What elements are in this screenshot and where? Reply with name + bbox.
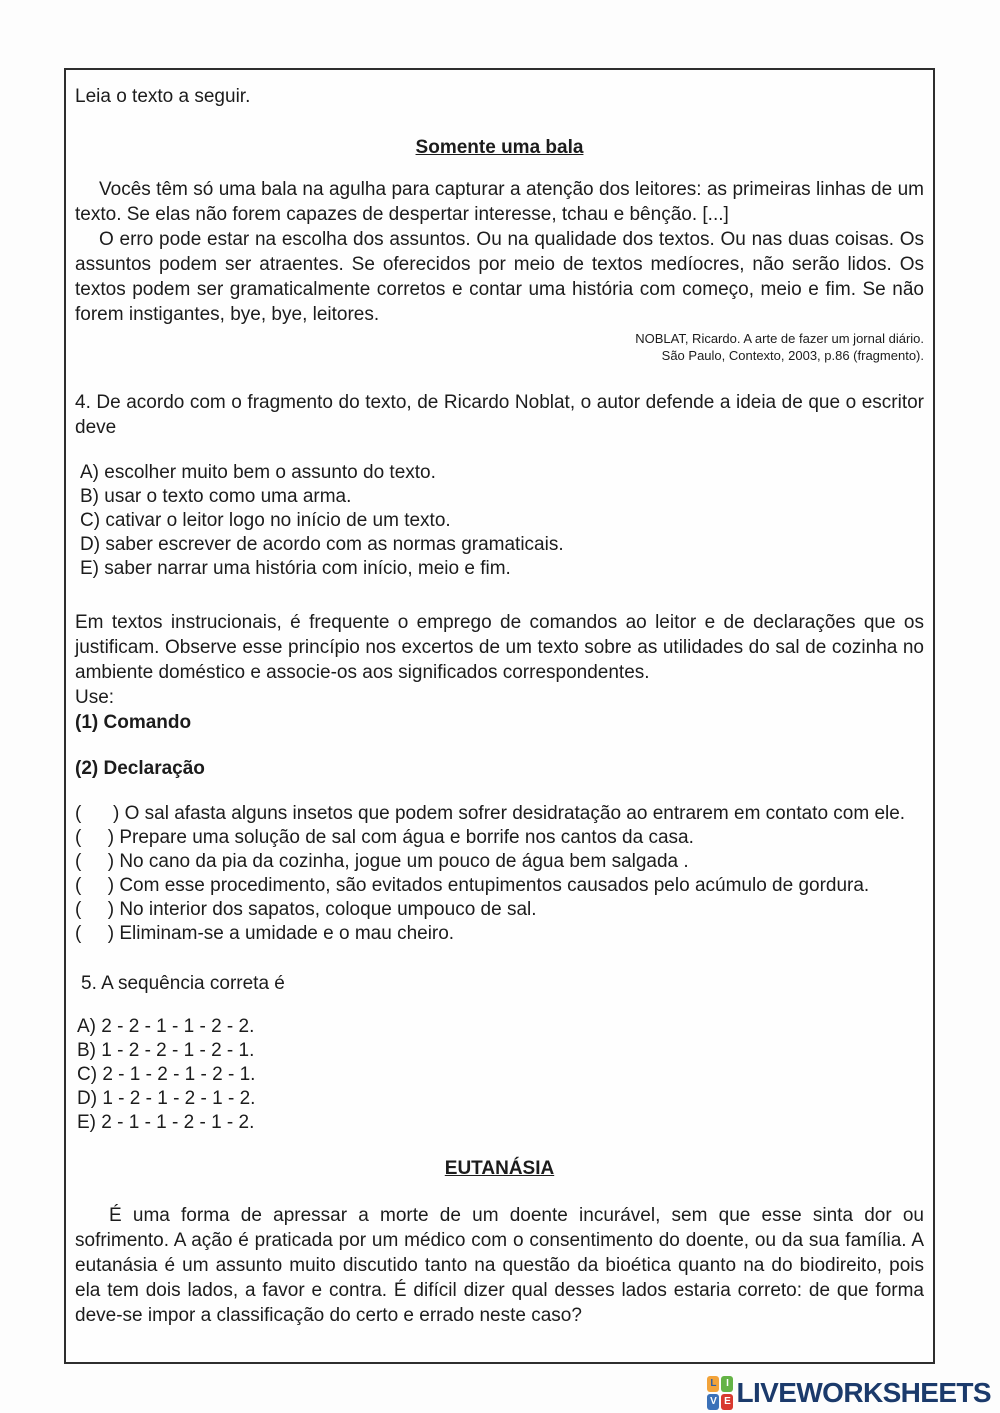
question5-stem: 5. A sequência correta é — [81, 973, 285, 994]
citation-line: NOBLAT, Ricardo. A arte de fazer um jornal diário. — [635, 331, 924, 346]
logo-letter-v: V — [707, 1394, 719, 1410]
question5-option-a[interactable]: A) 2 - 2 - 1 - 1 - 2 - 2. — [77, 1016, 255, 1037]
matching-key-declaracao: (2) Declaração — [75, 758, 205, 779]
question4-option-d[interactable]: D) saber escrever de acordo com as normas gramaticais. — [80, 534, 564, 555]
question4-option-e[interactable]: E) saber narrar uma história com início, meio e fim. — [80, 558, 511, 579]
liveworksheets-wordmark: LIVEWORKSHEETS — [736, 1377, 991, 1408]
reading-paragraph: O erro pode estar na escolha dos assuntos. Ou na qualidade dos textos. Ou nas duas coisas. Os assuntos podem ser atraentes. Se oferecidos por meio de textos medíocres, não serão lidos. Os textos podem ser gramaticalmente corretos e contar uma história com começo, meio e fim. Se não forem instigantes, bye, bye, leitores. — [75, 229, 924, 325]
matching-item-3[interactable]: ( ) No cano da pia da cozinha, jogue um pouco de água bem salgada . — [75, 851, 689, 872]
matching-item-4[interactable]: ( ) Com esse procedimento, são evitados entupimentos causados pelo acúmulo de gordura. — [75, 875, 870, 896]
question4-option-a[interactable]: A) escolher muito bem o assunto do texto. — [80, 462, 436, 483]
liveworksheets-logo-icon — [707, 1376, 733, 1410]
question4-options — [75, 461, 924, 581]
reading-instruction: Leia o texto a seguir. — [75, 86, 251, 107]
matching-item-5[interactable]: ( ) No interior dos sapatos, coloque umpouco de sal. — [75, 899, 537, 920]
logo-letter-i: I — [721, 1376, 733, 1392]
reading-title: Somente uma bala — [415, 137, 584, 158]
matching-use-label: Use: — [75, 687, 115, 708]
worksheet-page — [64, 68, 935, 1364]
liveworksheets-logo[interactable] — [707, 1376, 991, 1410]
eutanasia-title: EUTANÁSIA — [444, 1158, 555, 1179]
question5-option-b[interactable]: B) 1 - 2 - 2 - 1 - 2 - 1. — [77, 1040, 255, 1061]
question4-option-c[interactable]: C) cativar o leitor logo no início de um texto. — [80, 510, 451, 531]
question4-stem: 4. De acordo com o fragmento do texto, de Ricardo Noblat, o autor defende a ideia de que o escritor deve — [75, 392, 924, 438]
question4-option-b[interactable]: B) usar o texto como uma arma. — [80, 486, 352, 507]
question5-option-c[interactable]: C) 2 - 1 - 2 - 1 - 2 - 1. — [77, 1064, 256, 1085]
matching-intro: Em textos instrucionais, é frequente o emprego de comandos ao leitor e de declarações que os justificam. Observe esse princípio nos excertos de um texto sobre as utilidades do sal de cozinha no ambiente doméstico e associe-os aos significados correspondentes. — [75, 612, 924, 683]
citation-line: São Paulo, Contexto, 2003, p.86 (fragmento). — [661, 348, 924, 363]
question5-options — [75, 1015, 924, 1135]
matching-item-6[interactable]: ( ) Eliminam-se a umidade e o mau cheiro. — [75, 923, 455, 944]
matching-items — [75, 802, 924, 946]
matching-item-2[interactable]: ( ) Prepare uma solução de sal com água e borrife nos cantos da casa. — [75, 827, 694, 848]
eutanasia-paragraph: É uma forma de apressar a morte de um doente incurável, sem que esse sinta dor ou sofrimento. A ação é praticada por um médico com o consentimento do doente, ou da sua família. A eutanásia é um assunto muito discutido tanto na questão da bioética quanto na do biodireito, pois ela tem dois lados, a favor e contra. É difícil dizer qual desses lados estaria correto: de que forma deve-se impor a classificação do certo e errado neste caso? — [75, 1205, 924, 1326]
question5-option-e[interactable]: E) 2 - 1 - 1 - 2 - 1 - 2. — [77, 1112, 255, 1133]
matching-item-1[interactable]: ( ) O sal afasta alguns insetos que podem sofrer desidratação ao entrarem em contato com ele. — [75, 803, 906, 824]
logo-letter-e: E — [721, 1394, 733, 1410]
logo-letter-l: L — [707, 1376, 719, 1392]
citation — [75, 330, 924, 364]
matching-key-comando: (1) Comando — [75, 712, 192, 733]
reading-paragraph: Vocês têm só uma bala na agulha para capturar a atenção dos leitores: as primeiras linhas de um texto. Se elas não forem capazes de despertar interesse, tchau e bênção. [...] — [75, 179, 924, 225]
question5-option-d[interactable]: D) 1 - 2 - 1 - 2 - 1 - 2. — [77, 1088, 256, 1109]
